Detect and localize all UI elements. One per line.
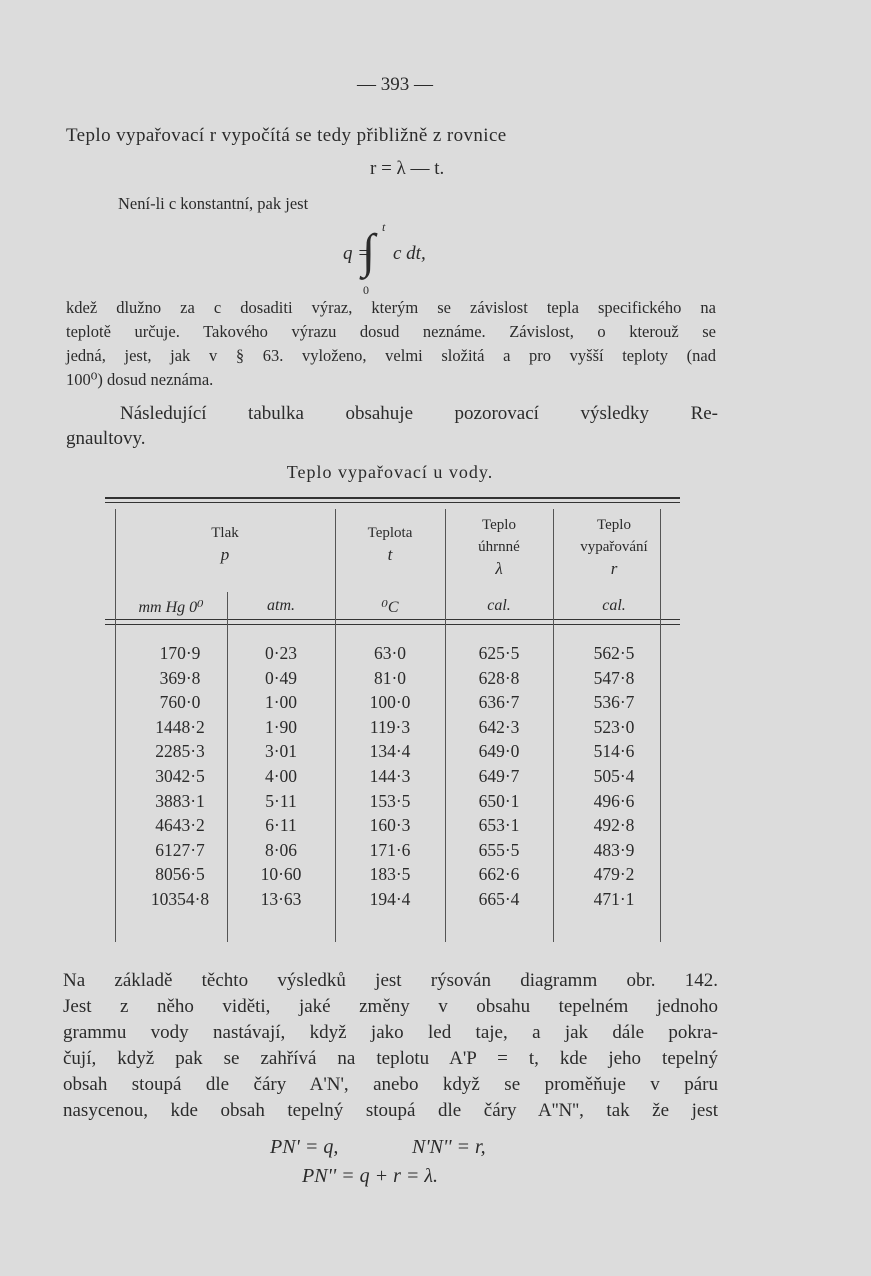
paragraph-line: čují, když pak se zahřívá na teplotu A'P = t, kde jeho tepelný <box>63 1048 718 1069</box>
unit-celsius: ⁰C <box>381 599 399 616</box>
table-cell: 636·7 <box>478 692 520 713</box>
paragraph-line: Na základě těchto výsledků jest rýsován diagramm obr. 142. <box>63 970 718 991</box>
table-cell: 547·8 <box>593 667 635 688</box>
header-teplo-vyparovani: Teplo vypařování r <box>580 517 648 578</box>
equation-q-left: q = <box>343 243 371 264</box>
table-cell: 170·9 <box>159 643 201 663</box>
table-cell: 523·0 <box>593 716 635 737</box>
text-line: Teplo vypařovací r vypočítá se tedy přibližně z rovnice <box>66 125 507 146</box>
paragraph-line: grammu vody nastávají, když jako led taje, a jak dále pokra- <box>63 1022 718 1043</box>
table-cell: 119·3 <box>369 716 411 737</box>
table-cell: 194·4 <box>369 888 411 909</box>
unit-cal-total: cal. <box>487 597 511 614</box>
table-cell: 496·6 <box>593 790 635 811</box>
equation-r: r = λ — t. <box>370 158 445 179</box>
paragraph-line: obsah stoupá dle čáry A'N', anebo když se proměňuje v páru <box>63 1074 718 1095</box>
table-cell: 650·1 <box>478 790 520 811</box>
table-cell: 13·63 <box>260 888 302 909</box>
table-cell: 4·00 <box>264 765 298 786</box>
table-cell: 655·5 <box>478 839 520 860</box>
paragraph-line: 100⁰) dosud neznáma. <box>66 370 214 389</box>
unit-mm-hg: mm Hg 0⁰ <box>138 599 204 616</box>
integral-sign: ∫ <box>362 225 376 278</box>
table-cell: 662·6 <box>478 864 520 885</box>
paragraph-line: Jest z něho viděti, jaké změny v obsahu tepelném jednoho <box>63 996 718 1017</box>
text-line: Není-li c konstantní, pak jest <box>118 194 309 213</box>
table-cell: 8·06 <box>264 839 298 860</box>
column-total-heat <box>445 641 553 912</box>
integral-lower-limit: 0 <box>363 283 369 297</box>
page-number: — 393 — <box>357 74 433 95</box>
table-cell: 81·0 <box>373 667 407 688</box>
table-cell: 369·8 <box>159 667 201 688</box>
column-pressure-atm <box>227 641 335 912</box>
table-cell: 642·3 <box>478 716 520 737</box>
table-cell: 5·11 <box>265 790 297 811</box>
integral-upper-limit: t <box>382 220 386 234</box>
table-cell: 625·5 <box>478 643 520 663</box>
table-cell: 3042·5 <box>155 765 205 786</box>
table-cell: 6·11 <box>265 815 297 836</box>
table-cell: 100·0 <box>369 692 411 713</box>
table-cell: 505·4 <box>593 765 635 786</box>
table-cell: 10354·8 <box>150 888 210 909</box>
table-cell: 153·5 <box>369 790 411 811</box>
equation-q-right: c dt, <box>393 243 426 264</box>
table-cell: 8056·5 <box>155 864 205 885</box>
table-cell: 144·3 <box>369 765 411 786</box>
table-cell: 160·3 <box>369 815 411 836</box>
paragraph-line: jedná, jest, jak v § 63. vyloženo, velmi složitá a pro vyšší teploty (nad <box>66 346 716 365</box>
table-cell: 10·60 <box>260 864 302 885</box>
equation-pn-prime: PN' = q, <box>270 1136 339 1158</box>
table-cell: 649·0 <box>478 741 520 762</box>
paragraph-line: nasycenou, kde obsah tepelný stoupá dle čáry A''N'', tak že jest <box>63 1100 718 1121</box>
table-cell: 628·8 <box>478 667 520 688</box>
table-cell: 3·01 <box>264 741 298 762</box>
paragraph-line: teplotě určuje. Takového výrazu dosud neznáme. Závislost, o kterouž se <box>66 322 716 341</box>
unit-cal-evap: cal. <box>602 597 626 614</box>
table-cell: 134·4 <box>369 741 411 762</box>
paragraph-line: Následující tabulka obsahuje pozorovací výsledky Re- <box>120 403 718 424</box>
paragraph-line: kdež dlužno za c dosaditi výraz, kterým se závislost tepla specifického na <box>66 298 716 317</box>
table-cell: 183·5 <box>369 864 411 885</box>
table-cell: 6127·7 <box>155 839 205 860</box>
table-cell: 63·0 <box>373 643 407 663</box>
table-cell: 760·0 <box>159 692 201 713</box>
rule <box>105 502 680 503</box>
paragraph-line: gnaultovy. <box>66 428 146 449</box>
table-cell: 653·1 <box>478 815 520 836</box>
header-teplo-uhrnne: Teplo úhrnné λ <box>478 517 520 578</box>
table-cell: 1·90 <box>264 716 298 737</box>
table-cell: 649·7 <box>478 765 520 786</box>
table-title: Teplo vypařovací u vody. <box>286 462 494 482</box>
table-cell: 0·23 <box>264 643 298 663</box>
table-cell: 3883·1 <box>155 790 205 811</box>
rule <box>105 497 680 499</box>
table-cell: 562·5 <box>593 643 635 663</box>
data-table <box>105 497 680 942</box>
table-cell: 479·2 <box>593 864 635 885</box>
table-cell: 665·4 <box>478 888 520 909</box>
table-cell: 0·49 <box>264 667 298 688</box>
header-tlak: Tlak p <box>211 525 239 564</box>
table-cell: 483·9 <box>593 839 635 860</box>
unit-atm: atm. <box>267 597 295 614</box>
rule <box>105 619 680 620</box>
table-cell: 1448·2 <box>155 716 205 737</box>
table-cell: 471·1 <box>593 888 635 909</box>
table-cell: 514·6 <box>593 741 635 762</box>
header-teplota: Teplota t <box>367 525 413 564</box>
table-cell: 1·00 <box>264 692 298 713</box>
equation-nn: N'N'' = r, <box>412 1136 486 1158</box>
table-cell: 492·8 <box>593 815 635 836</box>
table-cell: 536·7 <box>593 692 635 713</box>
rule <box>105 624 680 625</box>
column-temperature <box>335 641 445 912</box>
table-cell: 4643·2 <box>155 815 205 836</box>
column-evaporation-heat <box>553 641 675 912</box>
equation-pn-double: PN'' = q + r = λ. <box>302 1165 439 1187</box>
column-pressure-mm <box>115 641 245 912</box>
table-cell: 171·6 <box>369 839 411 860</box>
table-cell: 2285·3 <box>155 741 205 762</box>
